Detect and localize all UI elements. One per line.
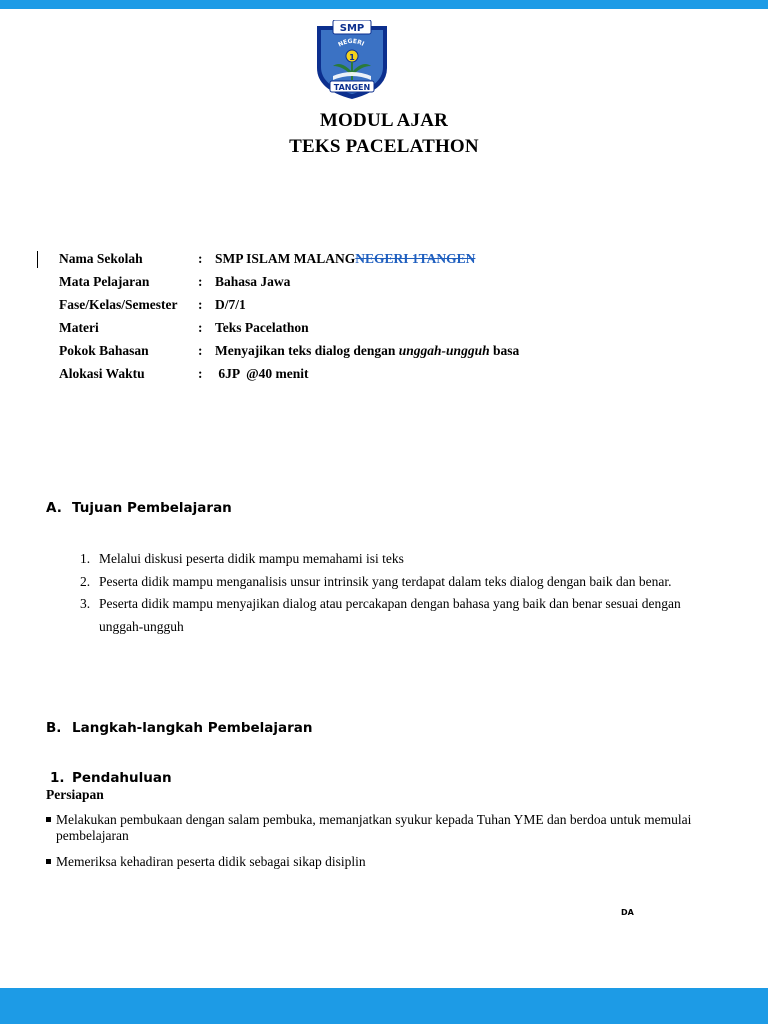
info-value <box>215 250 475 268</box>
info-label: Alokasi Waktu <box>59 366 145 381</box>
info-value: Teks Pacelathon <box>215 320 309 335</box>
info-colon: : <box>198 320 203 335</box>
bottom-accent-bar <box>0 988 768 1024</box>
section-title: Langkah-langkah Pembelajaran <box>72 720 313 736</box>
list-item <box>80 571 720 594</box>
objectives-list <box>80 548 720 638</box>
info-label: Fase/Kelas/Semester <box>59 297 178 312</box>
square-bullet-icon <box>46 817 51 822</box>
list-item <box>46 854 726 870</box>
info-colon: : <box>198 274 203 289</box>
steps-list <box>46 812 726 880</box>
info-colon: : <box>198 366 203 381</box>
info-colon: : <box>198 251 203 266</box>
list-text: Peserta didik mampu menyajikan dialog atau percakapan dengan bahasa yang baik dan benar sesuai dengan unggah-ungguh <box>99 596 681 634</box>
svg-text:TANGEN: TANGEN <box>333 83 371 92</box>
subsection-number: 1. <box>50 770 65 786</box>
list-number: 2. <box>80 573 91 589</box>
section-letter: B. <box>46 720 62 736</box>
square-bullet-icon <box>46 859 51 864</box>
subsection-title: Pendahuluan <box>72 770 172 786</box>
top-accent-bar <box>0 0 768 9</box>
info-value <box>215 342 519 360</box>
document-title: MODUL AJAR <box>319 110 449 131</box>
svg-text:1: 1 <box>349 53 355 62</box>
info-label: Pokok Bahasan <box>59 343 149 358</box>
info-label: Mata Pelajaran <box>59 274 150 289</box>
subsection-heading <box>50 770 172 786</box>
list-item <box>46 812 726 844</box>
list-text: Melalui diskusi peserta didik mampu memahami isi teks <box>99 551 404 566</box>
info-value: 6JP @40 menit <box>215 366 309 381</box>
svg-text:NEGERI: NEGERI <box>337 37 366 49</box>
section-letter: A. <box>46 500 62 516</box>
list-text: Melakukan pembukaan dengan salam pembuka, memanjatkan syukur kepada Tuhan YME dan berdoa untuk memulai pembelajaran <box>56 812 692 843</box>
list-text: Peserta didik mampu menganalisis unsur intrinsik yang terdapat dalam teks dialog dengan baik dan benar. <box>99 573 672 589</box>
footer-mark: DA <box>621 908 634 917</box>
info-colon: : <box>198 297 203 312</box>
info-value: Bahasa Jawa <box>215 274 291 289</box>
sub-label: Persiapan <box>46 787 104 802</box>
list-text: Memeriksa kehadiran peserta didik sebagai sikap disiplin <box>56 854 366 869</box>
struck-school-name: NEGERI 1TANGEN <box>355 251 476 266</box>
info-label: Materi <box>59 320 99 335</box>
info-label: Nama Sekolah <box>59 251 143 266</box>
list-item <box>80 548 720 571</box>
svg-text:SMP: SMP <box>339 23 365 34</box>
topic-text: Menyajikan teks dialog dengan <box>215 343 399 358</box>
text-cursor <box>37 251 38 268</box>
section-a-heading <box>46 500 232 516</box>
school-logo <box>313 20 391 100</box>
topic-suffix: basa <box>489 343 520 358</box>
list-number: 1. <box>80 551 91 566</box>
section-title: Tujuan Pembelajaran <box>72 500 232 516</box>
list-number: 3. <box>80 596 91 611</box>
school-name: SMP ISLAM MALANG <box>215 251 356 266</box>
info-colon: : <box>198 343 203 358</box>
section-b-heading <box>46 720 313 736</box>
document-subtitle: TEKS PACELATHON <box>289 136 479 157</box>
list-item <box>80 593 720 638</box>
info-value: D/7/1 <box>215 297 246 312</box>
topic-italic: unggah-ungguh <box>398 343 490 358</box>
